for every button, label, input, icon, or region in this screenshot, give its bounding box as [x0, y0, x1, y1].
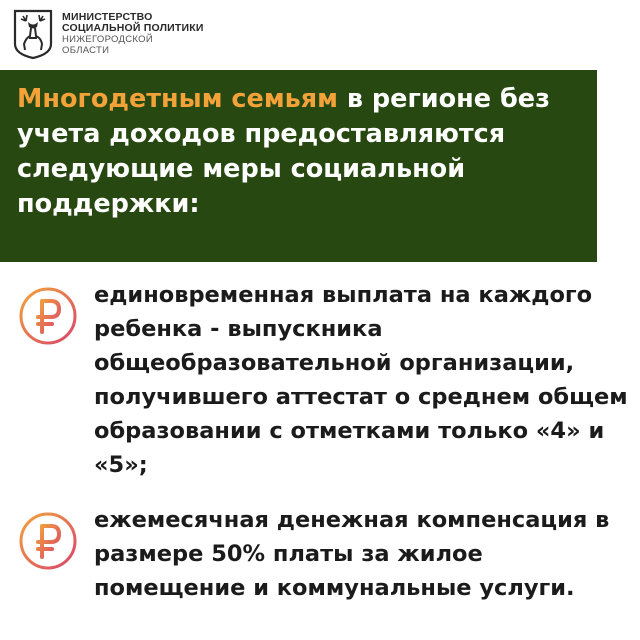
headline-text: [17, 82, 587, 222]
headline-rest: в регионе без учета доходов предоставляются следующие меры социальной поддержки:: [17, 84, 550, 219]
deer-emblem-icon: [12, 8, 54, 60]
ministry-header: [12, 8, 204, 60]
ministry-region-line1: НИЖЕГОРОДСКОЙ: [62, 34, 153, 45]
ruble-icon: [18, 511, 78, 571]
ministry-name: [62, 12, 204, 56]
ministry-name-line1: МИНИСТЕРСТВО: [62, 11, 153, 23]
support-measure-item: [18, 503, 634, 605]
support-measure-item: [18, 278, 634, 482]
ministry-region-line2: ОБЛАСТИ: [62, 45, 110, 56]
ministry-name-line2: СОЦИАЛЬНОЙ ПОЛИТИКИ: [62, 22, 204, 34]
ruble-icon: [18, 286, 78, 346]
headline-highlight: Многодетным семьям: [17, 84, 339, 114]
support-measure-text: единовременная выплата на каждого ребенка - выпускника общеобразовательной организации, получившего аттестат о среднем общем образовании с отметками только «4» и «5»;: [94, 282, 628, 478]
support-measure-text: ежемесячная денежная компенсация в размере 50% платы за жилое помещение и коммунальные услуги.: [94, 507, 610, 601]
